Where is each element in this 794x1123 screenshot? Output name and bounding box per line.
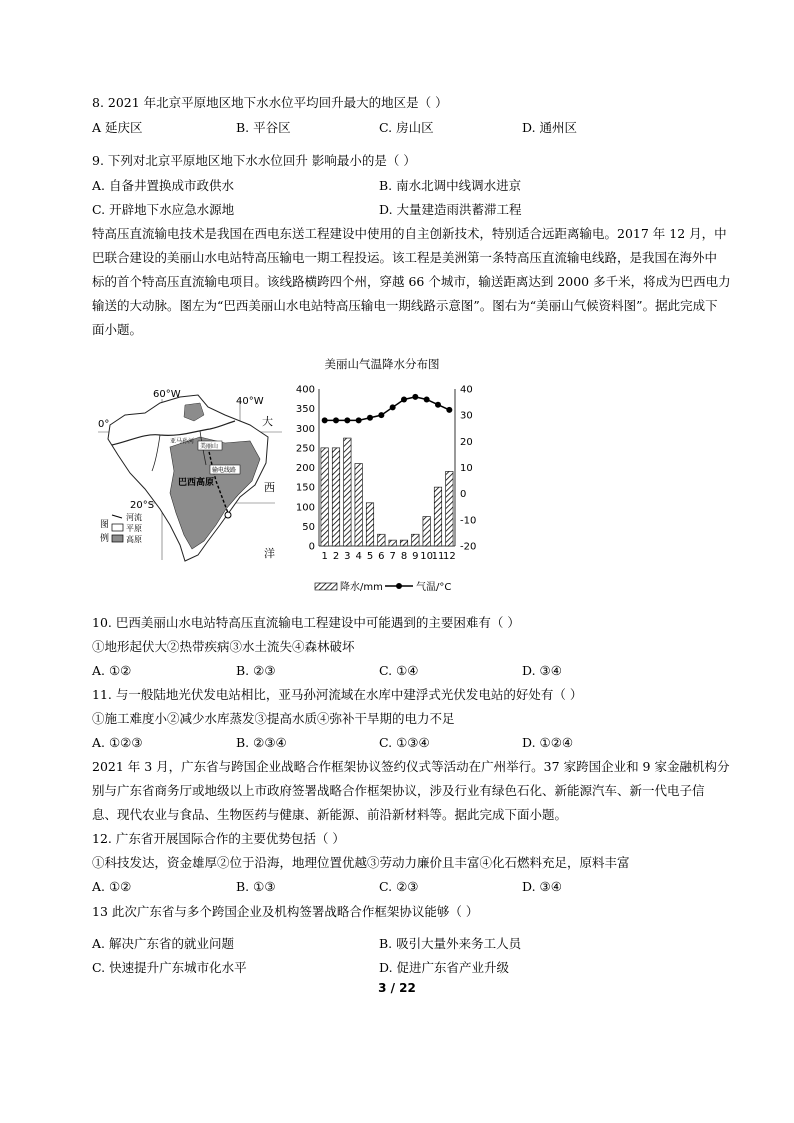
x-tick-label: 3 [344, 551, 351, 562]
q12-option-c: C. ②③ [379, 879, 419, 894]
temp-point [390, 404, 396, 410]
label-amazon: 亚马孙河 [170, 438, 195, 445]
q10-option-a: A. ①② [92, 663, 132, 678]
legend-plain-symbol [112, 524, 123, 531]
label-power-line: 输电线路 [212, 467, 237, 474]
q13-option-b: B. 吸引大量外来务工人员 [379, 936, 522, 951]
q12-option-b: B. ①③ [236, 879, 276, 894]
q10-items: ①地形起伏大②热带疾病③水土流失④森林破坏 [92, 639, 355, 654]
label-60w: 60°W [153, 389, 181, 400]
label-plateau: 巴西高原 [178, 478, 215, 488]
chart-plot-area [296, 385, 476, 563]
legend-temp: 气温/°C [416, 582, 452, 593]
label-belo-monte: 美丽山 [200, 443, 219, 450]
left-tick-label: 150 [295, 482, 315, 494]
map-legend [100, 512, 142, 544]
brazil-power-line-map [90, 385, 290, 565]
q13-option-a: A. 解决广东省的就业问题 [92, 936, 234, 951]
temp-point [446, 407, 452, 413]
x-tick-label: 11 [431, 551, 445, 562]
passage1-line: 面小题。 [92, 322, 143, 337]
right-tick-label: 30 [460, 410, 473, 422]
legend-temp-marker [396, 583, 402, 589]
legend-precip: 降水/mm [340, 582, 383, 593]
legend-plain: 平原 [126, 524, 142, 533]
q10-option-c: C. ①④ [379, 663, 419, 678]
temp-point [401, 396, 407, 402]
legend-title-1: 图 [100, 520, 110, 530]
passage2-line: 2021 年 3 月，广东省与跨国企业战略合作框架协议签约仪式等活动在广州举行。37 家跨国企业和 9 家金融机构分 [92, 759, 730, 774]
passage1-line: 巴联合建设的美丽山水电站特高压输电一期工程投运。该工程是美洲第一条特高压直流输电线路，是我国在海外中 [92, 250, 718, 265]
right-tick-label: 10 [460, 463, 473, 474]
precip-bar [423, 517, 430, 546]
x-tick-label: 8 [400, 551, 408, 562]
passage2-line: 息、现代农业与食品、生物医药与健康、新能源、前沿新材料等。据此完成下面小题。 [92, 807, 568, 822]
left-tick-label: 200 [295, 463, 315, 474]
precip-bar [321, 448, 328, 546]
q11-items: ①施工难度小②减少水库蒸发③提高水质④弥补干旱期的电力不足 [92, 711, 455, 726]
legend-river-symbol [112, 515, 122, 518]
legend-river: 河流 [126, 513, 142, 522]
legend-title-2: 例 [100, 534, 110, 544]
precip-bar [446, 471, 453, 546]
q11-option-a: A. ①②③ [92, 735, 143, 750]
question-8-stem: 8. 2021 年北京平原地区地下水水位平均回升最大的地区是（ ） [92, 95, 448, 110]
q13-option-c: C. 快速提升广东城市化水平 [92, 960, 247, 975]
temp-point [344, 417, 350, 423]
q9-option-d: D. 大量建造雨洪蓄滞工程 [379, 202, 522, 217]
right-tick-label: 0 [460, 489, 467, 501]
x-tick-label: 12 [442, 551, 456, 562]
q12-option-a: A. ①② [92, 879, 132, 894]
temp-line [325, 397, 450, 421]
right-tick-label: -20 [460, 541, 477, 553]
temp-point [412, 394, 418, 400]
x-tick-label: 6 [378, 551, 385, 562]
left-tick-label: 300 [295, 423, 315, 435]
precip-bar [412, 534, 419, 546]
legend-highland: 高原 [126, 535, 142, 544]
precip-bar [378, 534, 385, 546]
precip-bar [389, 540, 396, 546]
left-tick-label: 250 [295, 443, 315, 455]
temp-point [367, 415, 373, 421]
x-tick-label: 1 [321, 551, 328, 562]
q9-option-b: B. 南水北调中线调水进京 [379, 178, 522, 193]
x-tick-label: 4 [355, 551, 362, 562]
q10-option-b: B. ②③ [236, 663, 276, 678]
q12-items: ①科技发达，资金雄厚②位于沿海，地理位置优越③劳动力廉价且丰富④化石燃料充足，原料丰富 [92, 855, 630, 870]
q9-option-a: A. 自备井置换成市政供水 [92, 178, 234, 193]
ocean-char-1: 大 [262, 415, 273, 428]
left-tick-label: 350 [295, 404, 315, 416]
ocean-char-3: 洋 [264, 547, 275, 560]
left-tick-label: 0 [308, 541, 315, 553]
right-tick-label: 40 [460, 384, 473, 396]
precip-bar [434, 487, 441, 546]
q8-option-a: A 延庆区 [92, 120, 143, 135]
q12-option-d: D. ③④ [522, 879, 562, 894]
q10-option-d: D. ③④ [522, 663, 562, 678]
passage1-line: 特高压直流输电技术是我国在西电东送工程建设中使用的自主创新技术，特别适合远距离输电。2017 年 12 月，中 [92, 226, 727, 241]
temp-point [435, 402, 441, 408]
q8-option-c: C. 房山区 [379, 120, 434, 135]
precip-bar [344, 438, 351, 546]
page-number: 3 / 22 [378, 981, 416, 995]
q11-option-d: D. ①②④ [522, 735, 574, 750]
passage2-line: 别与广东省商务厅或地级以上市政府签署战略合作框架协议，涉及行业有绿色石化、新能源汽车、新一代电子信 [92, 783, 705, 798]
right-tick-label: 20 [460, 436, 473, 448]
left-tick-label: 100 [295, 502, 315, 514]
question-9-stem: 9. 下列对北京平原地区地下水水位回升 影响最小的是（ ） [92, 153, 416, 168]
x-tick-label: 10 [420, 551, 434, 562]
ocean-char-2: 西 [264, 481, 275, 494]
precip-bar [355, 464, 362, 546]
temp-point [356, 417, 362, 423]
temp-point [322, 417, 328, 423]
question-12-stem: 12. 广东省开展国际合作的主要优势包括（ ） [92, 831, 345, 846]
temp-point [424, 396, 430, 402]
x-tick-label: 5 [366, 551, 374, 562]
label-20s: 20°S [130, 500, 155, 511]
x-tick-label: 9 [412, 551, 419, 562]
x-tick-label: 2 [332, 551, 340, 562]
label-equator: 0° [98, 419, 110, 430]
precip-bar [366, 503, 373, 546]
left-tick-label: 50 [302, 521, 315, 533]
q11-option-b: B. ②③④ [236, 735, 287, 750]
question-11-stem: 11. 与一般陆地光伏发电站相比，亚马孙河流域在水库中建浮式光伏发电站的好处有（ ） [92, 687, 583, 702]
terminal-dot [225, 512, 231, 518]
temp-point [378, 412, 384, 418]
x-tick-label: 7 [389, 551, 396, 562]
q8-option-b: B. 平谷区 [236, 120, 291, 135]
legend-highland-symbol [112, 535, 123, 542]
question-13-stem: 13 此次广东省与多个跨国企业及机构签署战略合作框架协议能够（ ） [92, 904, 479, 919]
q13-option-d: D. 促进广东省产业升级 [379, 960, 510, 975]
temp-point [333, 417, 339, 423]
chart-legend [315, 580, 451, 593]
left-tick-label: 400 [295, 384, 315, 396]
q11-option-c: C. ①③④ [379, 735, 430, 750]
precip-bar [400, 540, 407, 546]
question-10-stem: 10. 巴西美丽山水电站特高压直流输电工程建设中可能遇到的主要困难有（ ） [92, 615, 520, 630]
right-tick-label: -10 [460, 515, 477, 527]
chart-title: 美丽山气温降水分布图 [324, 357, 440, 371]
climate-chart [285, 352, 480, 600]
legend-precip-swatch [315, 583, 337, 590]
passage1-line: 输送的大动脉。图左为“巴西美丽山水电站特高压输电一期线路示意图”。图右为“美丽山气候资料图”。据此完成下 [92, 298, 718, 313]
q8-option-d: D. 通州区 [522, 120, 578, 135]
label-40w: 40°W [236, 396, 264, 407]
q9-option-c: C. 开辟地下水应急水源地 [92, 202, 235, 217]
passage1-line: 标的首个特高压直流输电项目。该线路横跨四个州，穿越 66 个城市，输送距离达到 2000 多千米，将成为巴西电力 [92, 274, 731, 289]
precip-bar [332, 448, 339, 546]
